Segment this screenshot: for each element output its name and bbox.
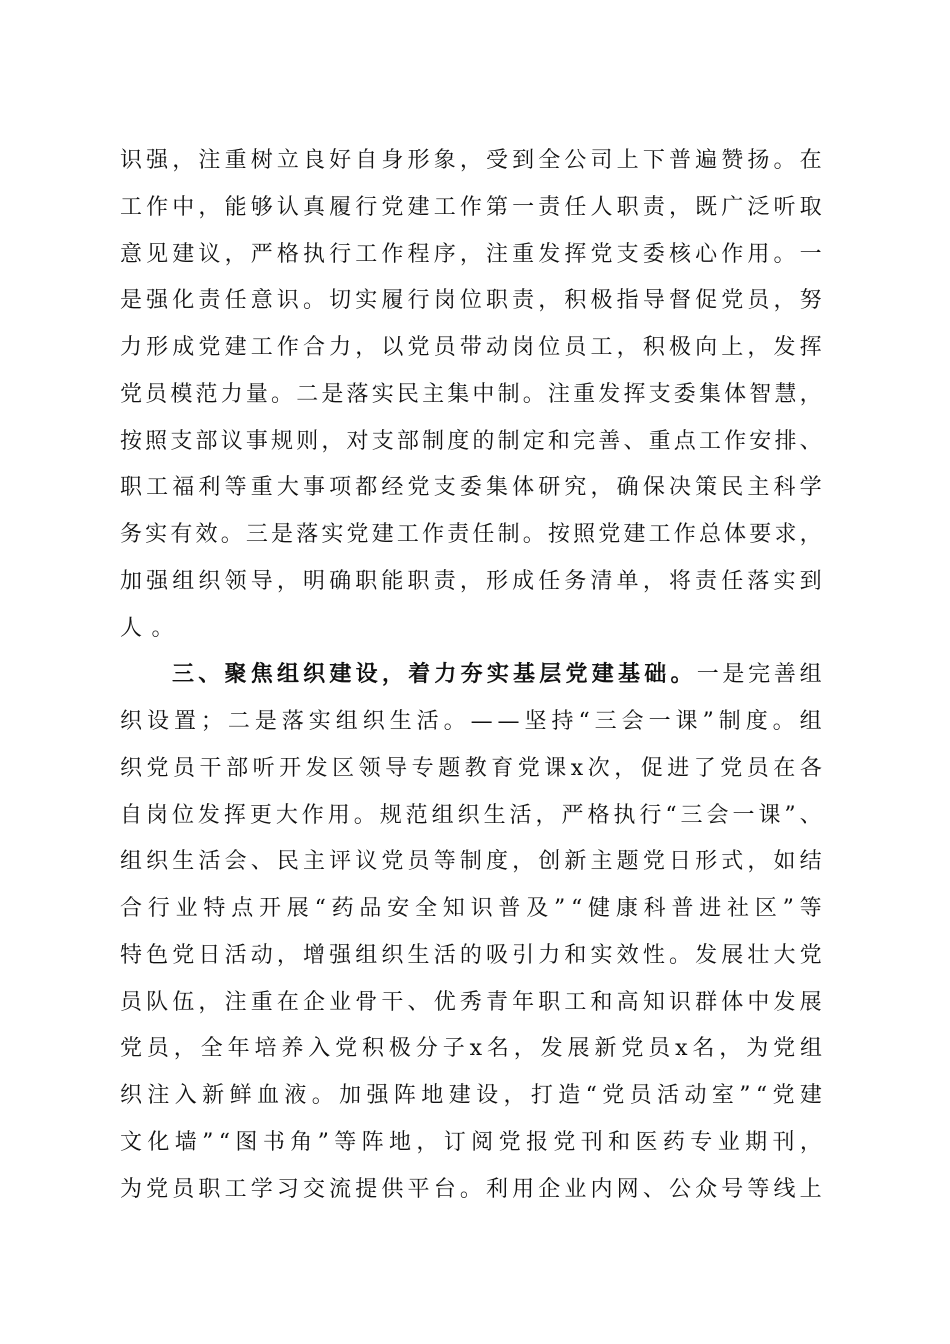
- text-line: 工 作 中 ， 能 够 认 真 履 行 党 建 工 作 第 一 责 任 人 职 责 ， 既 广 泛 听 取: [120, 194, 822, 220]
- section-heading-continuation: 是: [722, 662, 745, 688]
- section-heading: 夯: [460, 662, 484, 688]
- section-heading: 。: [670, 662, 693, 688]
- section-heading: 基: [513, 662, 536, 688]
- text-line: 组 织 生 活 会 、 民 主 评 议 党 员 等 制 度 ， 创 新 主 题 党 日 形 式 ， 如 结: [120, 849, 822, 875]
- section-heading-continuation: 善: [773, 662, 796, 688]
- paragraph-responsibility: [120, 138, 822, 652]
- text-line: 党 员 模 范 力 量 。 二 是 落 实 民 主 集 中 制 。 注 重 发 挥 支 委 集 体 智 慧 ，: [120, 381, 822, 407]
- text-line: 意 见 建 议 ， 严 格 执 行 工 作 程 序 ， 注 重 发 挥 党 支 委 核 心 作 用 。 一: [120, 241, 822, 267]
- section-first-line: [120, 652, 822, 699]
- text-line: 党 员 ， 全 年 培 养 入 党 积 极 分 子 x 名 ， 发 展 新 党 员 x 名 ， 为 党 组: [120, 1036, 822, 1062]
- text-line: 职 工 福 利 等 重 大 事 项 都 经 党 支 委 集 体 研 究 ， 确 保 决 策 民 主 科 学: [120, 475, 822, 501]
- text-line: 特 色 党 日 活 动 ， 增 强 组 织 生 活 的 吸 引 力 和 实 效 性 。 发 展 壮 大 党: [120, 942, 822, 968]
- text-line: 按 照 支 部 议 事 规 则 ， 对 支 部 制 度 的 制 定 和 完 善 、 重 点 工 作 安 排 、: [120, 428, 822, 454]
- text-line: 织 党 员 干 部 听 开 发 区 领 导 专 题 教 育 党 课 x 次 ， 促 进 了 党 员 在 各: [120, 755, 822, 781]
- text-line: 织 设 置 ； 二 是 落 实 组 织 生 活 。 — — 坚 持 “ 三 会 一 课 ” 制 度 。 组: [120, 709, 822, 734]
- section-heading: 基: [617, 662, 641, 688]
- text-line: 员 队 伍 ， 注 重 在 企 业 骨 干 、 优 秀 青 年 职 工 和 高 知 识 群 体 中 发 展: [120, 989, 822, 1015]
- text-line: 合 行 业 特 点 开 展 “ 药 品 安 全 知 识 普 及 ” “ 健 康 科 普 进 社 区 ” 等: [120, 896, 822, 921]
- text-line: 务 实 有 效 。 三 是 落 实 党 建 工 作 责 任 制 。 按 照 党 建 工 作 总 体 要 求 ，: [120, 522, 822, 547]
- section-heading: 建: [329, 662, 352, 688]
- section-heading: 力: [434, 662, 457, 688]
- section-heading: 焦: [250, 662, 274, 688]
- section-heading: 实: [486, 662, 510, 688]
- text-line: 织 注 入 新 鲜 血 液 。 加 强 阵 地 建 设 ， 打 造 “ 党 员 活 动 室 ” “ 党 建: [120, 1083, 822, 1108]
- text-line: 自 岗 位 发 挥 更 大 作 用 。 规 范 组 织 生 活 ， 严 格 执 行 “ 三 会 一 课 ” 、: [120, 802, 822, 828]
- section-heading: 层: [539, 662, 562, 688]
- section-heading-continuation: 完: [748, 662, 771, 688]
- section-heading-continuation: 组: [799, 662, 822, 688]
- section-heading: 、: [198, 662, 221, 688]
- section-heading: 三: [172, 662, 195, 688]
- section-heading: 聚: [224, 662, 247, 688]
- section-heading: 建: [591, 662, 615, 688]
- text-line: 是 强 化 责 任 意 识 。 切 实 履 行 岗 位 职 责 ， 积 极 指 导 督 促 党 员 ， 努: [120, 288, 822, 314]
- text-line: 为 党 员 职 工 学 习 交 流 提 供 平 台 。 利 用 企 业 内 网 、 公 众 号 等 线 上: [120, 1176, 822, 1202]
- section-heading-continuation: 一: [696, 662, 719, 688]
- text-line: 力 形 成 党 建 工 作 合 力 ， 以 党 员 带 动 岗 位 员 工 ， 积 极 向 上 ， 发 挥: [120, 335, 822, 360]
- text-line: 文 化 墙 ” “ 图 书 角 ” 等 阵 地 ， 订 阅 党 报 党 刊 和 医 药 专 业 期 刊 ，: [120, 1129, 822, 1155]
- text-line: 识 强 ， 注 重 树 立 良 好 自 身 形 象 ， 受 到 全 公 司 上 下 普 遍 赞 扬 。 在: [120, 148, 822, 173]
- text-line: 加 强 组 织 领 导 ， 明 确 职 能 职 责 ， 形 成 任 务 清 单 ， 将 责 任 落 实 到: [120, 568, 822, 594]
- section-heading: 础: [644, 662, 667, 688]
- paragraph-organization-building: [120, 652, 822, 1213]
- document-body: [120, 138, 822, 1213]
- section-heading: 设: [355, 662, 379, 688]
- text-line: 人。: [120, 615, 184, 641]
- section-heading: ，: [381, 662, 405, 688]
- section-heading: 织: [303, 662, 326, 688]
- section-heading: 组: [276, 662, 300, 688]
- section-heading: 党: [565, 662, 589, 688]
- section-heading: 着: [408, 662, 431, 688]
